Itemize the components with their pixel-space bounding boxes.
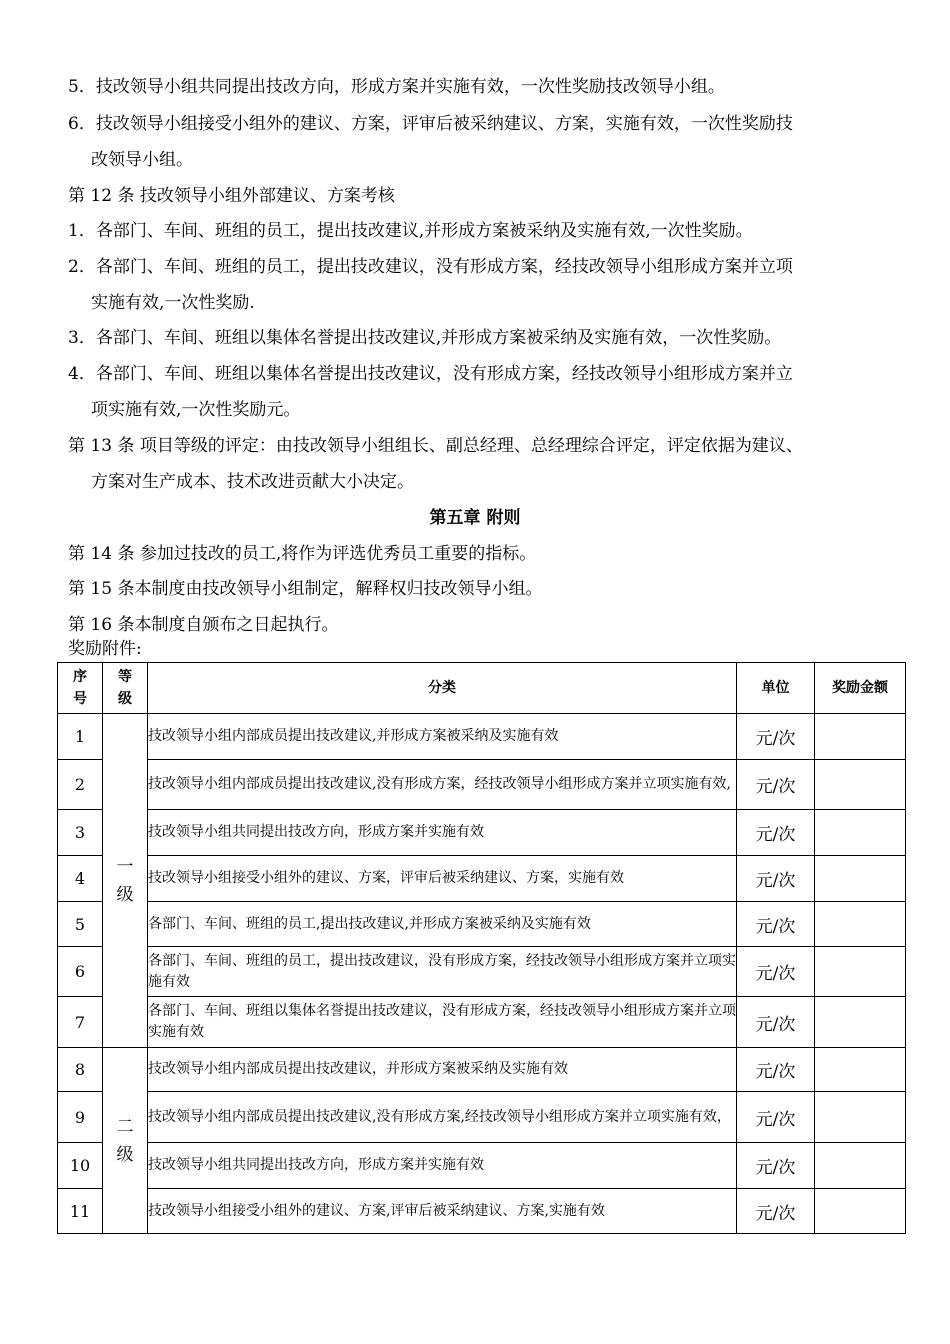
row-category: 各部门、车间、班组的员工，提出技改建议，没有形成方案，经技改领导小组形成方案并立项实施有效 bbox=[148, 947, 737, 997]
table-row bbox=[58, 760, 906, 810]
row-seq: 1 bbox=[58, 714, 103, 760]
header-seq: 序号 bbox=[58, 663, 103, 714]
row-seq: 9 bbox=[58, 1092, 103, 1143]
row-unit: 元/次 bbox=[737, 947, 815, 997]
row-amount bbox=[815, 1189, 906, 1234]
row-seq: 5 bbox=[58, 902, 103, 947]
row-unit: 元/次 bbox=[737, 714, 815, 760]
row-unit: 元/次 bbox=[737, 902, 815, 947]
row-unit: 元/次 bbox=[737, 810, 815, 856]
row-category: 技改领导小组共同提出技改方向，形成方案并实施有效 bbox=[148, 810, 737, 856]
row-amount bbox=[815, 1092, 906, 1143]
row-unit: 元/次 bbox=[737, 856, 815, 902]
row-category: 技改领导小组内部成员提出技改建议，并形成方案被采纳及实施有效 bbox=[148, 1048, 737, 1092]
table-header-row bbox=[58, 663, 906, 714]
article-15: 第 15 条本制度由技改领导小组制定，解释权归技改领导小组。 bbox=[68, 579, 543, 599]
row-category: 技改领导小组接受小组外的建议、方案,评审后被采纳建议、方案,实施有效 bbox=[148, 1189, 737, 1234]
table-row bbox=[58, 714, 906, 760]
reward-table bbox=[57, 662, 906, 1234]
row-amount bbox=[815, 856, 906, 902]
grade-cell-level-1 bbox=[103, 714, 148, 1048]
article-12-item-4-cont: 项实施有效,一次性奖励元。 bbox=[91, 400, 301, 420]
row-seq: 3 bbox=[58, 810, 103, 856]
row-category: 技改领导小组内部成员提出技改建议,没有形成方案,经技改领导小组形成方案并立项实施有效， bbox=[148, 1092, 737, 1143]
header-amount: 奖励金额 bbox=[815, 663, 906, 714]
chapter-heading: 第五章 附则 bbox=[429, 508, 521, 528]
table-row bbox=[58, 1092, 906, 1143]
grade-cell-level-2 bbox=[103, 1048, 148, 1234]
header-unit: 单位 bbox=[737, 663, 815, 714]
article-12-item-3: 3．各部门、车间、班组以集体名誉提出技改建议,并形成方案被采纳及实施有效，一次性奖励。 bbox=[68, 328, 782, 348]
article-12-item-2: 2．各部门、车间、班组的员工，提出技改建议，没有形成方案，经技改领导小组形成方案并立项 bbox=[68, 257, 793, 277]
row-amount bbox=[815, 810, 906, 856]
row-amount bbox=[815, 714, 906, 760]
row-seq: 11 bbox=[58, 1189, 103, 1234]
row-amount bbox=[815, 760, 906, 810]
row-category: 技改领导小组共同提出技改方向，形成方案并实施有效 bbox=[148, 1143, 737, 1189]
row-seq: 8 bbox=[58, 1048, 103, 1092]
row-unit: 元/次 bbox=[737, 1143, 815, 1189]
paragraph-item-6-cont: 改领导小组。 bbox=[91, 150, 193, 170]
table-row bbox=[58, 1048, 906, 1092]
row-amount bbox=[815, 947, 906, 997]
row-seq: 10 bbox=[58, 1143, 103, 1189]
row-seq: 6 bbox=[58, 947, 103, 997]
article-12-item-2-cont: 实施有效,一次性奖励. bbox=[91, 293, 255, 313]
row-unit: 元/次 bbox=[737, 760, 815, 810]
table-row bbox=[58, 1143, 906, 1189]
article-13-cont: 方案对生产成本、技术改进贡献大小决定。 bbox=[91, 472, 414, 492]
row-unit: 元/次 bbox=[737, 1189, 815, 1234]
header-grade: 等级 bbox=[103, 663, 148, 714]
table-row bbox=[58, 1189, 906, 1234]
article-12-item-1: 1．各部门、车间、班组的员工，提出技改建议,并形成方案被采纳及实施有效,一次性奖励。 bbox=[68, 221, 753, 241]
row-unit: 元/次 bbox=[737, 1048, 815, 1092]
paragraph-item-6: 6．技改领导小组接受小组外的建议、方案，评审后被采纳建议、方案，实施有效，一次性奖励技 bbox=[68, 114, 793, 134]
row-amount bbox=[815, 902, 906, 947]
table-row bbox=[58, 810, 906, 856]
row-category: 各部门、车间、班组以集体名誉提出技改建议，没有形成方案，经技改领导小组形成方案并立项实施有效 bbox=[148, 997, 737, 1048]
article-12-heading: 第 12 条 技改领导小组外部建议、方案考核 bbox=[68, 186, 395, 206]
row-unit: 元/次 bbox=[737, 1092, 815, 1143]
row-category: 技改领导小组接受小组外的建议、方案，评审后被采纳建议、方案，实施有效 bbox=[148, 856, 737, 902]
paragraph-item-5: 5．技改领导小组共同提出技改方向，形成方案并实施有效，一次性奖励技改领导小组。 bbox=[68, 77, 725, 97]
row-seq: 7 bbox=[58, 997, 103, 1048]
table-row bbox=[58, 856, 906, 902]
grade-label: 一级 bbox=[116, 856, 134, 905]
table-row bbox=[58, 902, 906, 947]
row-category: 各部门、车间、班组的员工,提出技改建议,并形成方案被采纳及实施有效 bbox=[148, 902, 737, 947]
article-13: 第 13 条 项目等级的评定：由技改领导小组组长、副总经理、总经理综合评定，评定依据为建议、 bbox=[68, 436, 803, 456]
table-row bbox=[58, 997, 906, 1048]
row-category: 技改领导小组内部成员提出技改建议,没有形成方案，经技改领导小组形成方案并立项实施有效, bbox=[148, 760, 737, 810]
article-12-item-4: 4．各部门、车间、班组以集体名誉提出技改建议，没有形成方案，经技改领导小组形成方案并立 bbox=[68, 364, 793, 384]
row-unit: 元/次 bbox=[737, 997, 815, 1048]
row-amount bbox=[815, 1143, 906, 1189]
row-seq: 4 bbox=[58, 856, 103, 902]
attachment-label: 奖励附件: bbox=[68, 639, 142, 659]
row-seq: 2 bbox=[58, 760, 103, 810]
article-14: 第 14 条 参加过技改的员工,将作为评选优秀员工重要的指标。 bbox=[68, 544, 537, 564]
row-amount bbox=[815, 997, 906, 1048]
grade-label: 二级 bbox=[116, 1116, 134, 1165]
row-category: 技改领导小组内部成员提出技改建议,并形成方案被采纳及实施有效 bbox=[148, 714, 737, 760]
header-category: 分类 bbox=[148, 663, 737, 714]
row-amount bbox=[815, 1048, 906, 1092]
article-16: 第 16 条本制度自颁布之日起执行。 bbox=[68, 615, 339, 635]
table-row bbox=[58, 947, 906, 997]
